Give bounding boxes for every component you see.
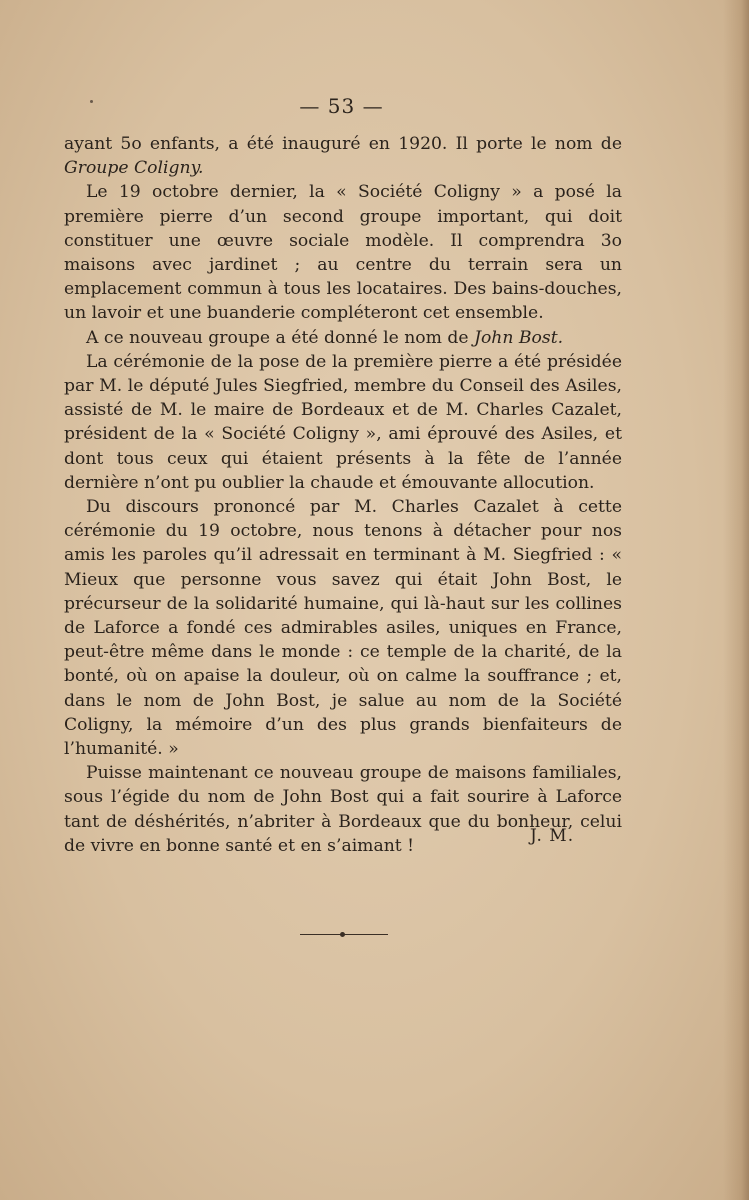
paragraph-5: Du discours prononcé par M. Charles Cazalet à cette cérémonie du 19 octobre, nous tenons à détacher pour nos amis les paroles qu’il adressait en terminant à M. Siegfried : « Mieux que personne vous savez qui était John Bost, le précurseur de la solidarité humaine, qui là-haut sur les collines de Laforce a fondé ces admirables asiles, uniques en France, peut-être même dans le monde : ce temple de la charité, de la bonté, où on apaise la douleur, où on calme la souffrance ; et, dans le nom de John Bost, je salue au nom de la Société Coligny, la mémoire d’un des plus grands bienfaiteurs de l’humanité. » — [64, 497, 622, 760]
page-edge-shadow — [723, 0, 749, 1200]
group-name-coligny: Groupe Coligny. — [64, 158, 204, 179]
page-number: — 53 — — [299, 94, 384, 118]
paragraph-1-text: ayant 5o enfants, a été inauguré en 1920. Il porte le nom de — [64, 134, 622, 154]
paragraph-6: Puisse maintenant ce nouveau groupe de maisons familiales, sous l’égide du nom de John Bost qui a fait sourire à Laforce tant de déshérités, n’abriter à Bordeaux que du bonheur, celui de vivre en bonne santé et en s’aimant ! — [64, 763, 622, 856]
end-divider-ornament — [340, 932, 345, 937]
author-signature: J. M. — [530, 826, 575, 846]
paragraph-3-text: A ce nouveau groupe a été donné le nom de — [86, 327, 475, 348]
paragraph-3 — [64, 326, 622, 350]
paragraph-1 — [64, 132, 622, 180]
paragraph-2: Le 19 octobre dernier, la « Société Coligny » a posé la première pierre d’un second groupe important, qui doit constituer une œuvre sociale modèle. Il comprendra 3o maisons avec jardinet ; au centre du terrain sera un emplacement commun à tous les locataires. Des bains-douches, un lavoir et une buanderie compléteront cet ensemble. — [64, 182, 622, 324]
group-name-john-bost: John Bost. — [474, 327, 564, 348]
article-body — [64, 132, 622, 858]
paragraph-4: La cérémonie de la pose de la première pierre a été présidée par M. le député Jules Siegfried, membre du Conseil des Asiles, assisté de M. le maire de Bordeaux et de M. Charles Cazalet, président de la « Société Coligny », ami éprouvé des Asiles, et dont tous ceux qui étaient présents à la fête de l’année dernière n’ont pu oublier la chaude et émouvante allocution. — [64, 351, 622, 493]
